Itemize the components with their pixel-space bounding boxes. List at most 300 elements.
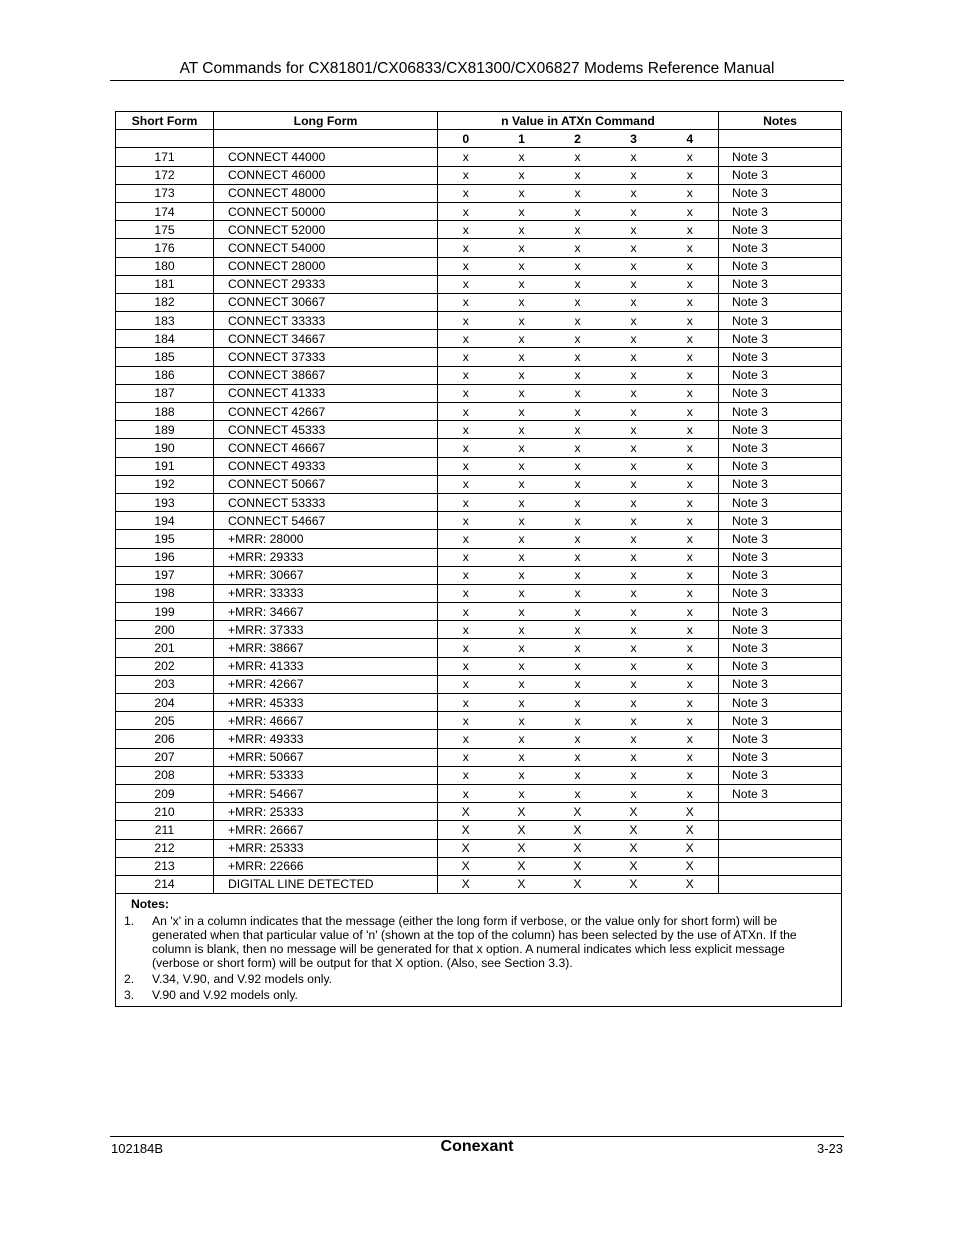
notes-cell: Note 3 <box>719 566 842 584</box>
short-form-cell: 176 <box>116 239 214 257</box>
n-value-cell: x <box>494 566 550 584</box>
n-value-cell: x <box>606 639 662 657</box>
n-value-header: n Value in ATXn Command <box>438 112 719 130</box>
table-row <box>116 184 842 202</box>
table-row <box>116 839 842 857</box>
n-value-cell: x <box>438 530 494 548</box>
short-form-cell: 189 <box>116 421 214 439</box>
n-value-cell: x <box>494 621 550 639</box>
n-value-cell: x <box>438 293 494 311</box>
n-value-cell: x <box>438 766 494 784</box>
n-value-cell: x <box>438 348 494 366</box>
short-form-cell: 190 <box>116 439 214 457</box>
n-value-cell: x <box>494 675 550 693</box>
n-value-cell: x <box>662 403 719 421</box>
notes-cell: Note 3 <box>719 239 842 257</box>
n-value-cell: x <box>662 584 719 602</box>
n-value-cell: x <box>662 766 719 784</box>
notes-cell: Note 3 <box>719 694 842 712</box>
n-value-cell: X <box>606 821 662 839</box>
n-value-cell: x <box>494 657 550 675</box>
table-row <box>116 512 842 530</box>
notes-section <box>116 894 842 1007</box>
notes-cell: Note 3 <box>719 730 842 748</box>
long-form-cell: +MRR: 26667 <box>214 821 438 839</box>
long-form-subheader <box>214 130 438 148</box>
short-form-cell: 194 <box>116 512 214 530</box>
n-value-cell: x <box>494 421 550 439</box>
short-form-cell: 175 <box>116 221 214 239</box>
long-form-cell: +MRR: 49333 <box>214 730 438 748</box>
notes-cell: Note 3 <box>719 639 842 657</box>
notes-cell: Note 3 <box>719 766 842 784</box>
n-value-cell: x <box>550 694 606 712</box>
short-form-cell: 174 <box>116 202 214 220</box>
n-value-cell: x <box>494 784 550 802</box>
n-value-cell: x <box>606 257 662 275</box>
footer-divider <box>110 1136 844 1137</box>
long-form-cell: +MRR: 41333 <box>214 657 438 675</box>
short-form-cell: 201 <box>116 639 214 657</box>
notes-cell: Note 3 <box>719 784 842 802</box>
n-value-cell: x <box>550 312 606 330</box>
short-form-cell: 209 <box>116 784 214 802</box>
table-row <box>116 694 842 712</box>
long-form-cell: CONNECT 37333 <box>214 348 438 366</box>
n-value-cell: x <box>606 730 662 748</box>
n-value-cell: x <box>550 348 606 366</box>
n-value-cell: x <box>494 603 550 621</box>
n-value-cell: x <box>494 403 550 421</box>
table-row <box>116 221 842 239</box>
n-value-cell: x <box>550 603 606 621</box>
n-value-cell: x <box>438 548 494 566</box>
n-value-cell: x <box>662 312 719 330</box>
n-column-header: 1 <box>494 130 550 148</box>
n-value-cell: x <box>662 221 719 239</box>
note-item <box>124 914 833 970</box>
notes-subheader <box>719 130 842 148</box>
short-form-cell: 205 <box>116 712 214 730</box>
long-form-cell: CONNECT 54667 <box>214 512 438 530</box>
notes-cell: Note 3 <box>719 166 842 184</box>
n-value-cell: x <box>550 566 606 584</box>
n-value-cell: x <box>494 184 550 202</box>
table-row <box>116 639 842 657</box>
n-value-cell: x <box>662 694 719 712</box>
n-value-cell: x <box>550 548 606 566</box>
n-value-cell: x <box>550 730 606 748</box>
n-value-cell: x <box>606 457 662 475</box>
table-row <box>116 803 842 821</box>
n-value-cell: X <box>662 803 719 821</box>
short-form-cell: 171 <box>116 148 214 166</box>
table-row <box>116 784 842 802</box>
n-value-cell: x <box>438 312 494 330</box>
n-value-cell: X <box>662 839 719 857</box>
n-value-cell: x <box>438 584 494 602</box>
n-value-cell: X <box>662 857 719 875</box>
table-row <box>116 312 842 330</box>
table-row <box>116 275 842 293</box>
n-value-cell: x <box>550 784 606 802</box>
n-value-cell: x <box>550 275 606 293</box>
n-value-cell: x <box>494 257 550 275</box>
n-value-cell: x <box>550 384 606 402</box>
table-row <box>116 730 842 748</box>
n-value-cell: x <box>438 730 494 748</box>
n-value-cell: x <box>494 330 550 348</box>
note-number: 2. <box>124 972 135 987</box>
n-value-cell: X <box>606 857 662 875</box>
table-row <box>116 821 842 839</box>
n-value-cell: x <box>550 584 606 602</box>
long-form-cell: +MRR: 50667 <box>214 748 438 766</box>
n-value-cell: X <box>494 803 550 821</box>
document-number: 102184B <box>111 1141 164 1156</box>
n-value-cell: x <box>606 221 662 239</box>
n-value-cell: x <box>606 348 662 366</box>
n-column-header: 0 <box>438 130 494 148</box>
notes-cell: Note 3 <box>719 257 842 275</box>
n-value-cell: x <box>494 548 550 566</box>
long-form-cell: CONNECT 53333 <box>214 493 438 511</box>
long-form-cell: +MRR: 30667 <box>214 566 438 584</box>
table-row <box>116 530 842 548</box>
n-value-cell: x <box>662 275 719 293</box>
short-form-cell: 183 <box>116 312 214 330</box>
long-form-cell: +MRR: 25333 <box>214 803 438 821</box>
table-row <box>116 293 842 311</box>
notes-cell: Note 3 <box>719 421 842 439</box>
table-body <box>116 148 842 894</box>
n-value-cell: X <box>494 857 550 875</box>
notes-cell: Note 3 <box>719 439 842 457</box>
n-value-cell: x <box>550 202 606 220</box>
table-row <box>116 584 842 602</box>
n-value-cell: x <box>606 548 662 566</box>
table-row <box>116 766 842 784</box>
n-value-cell: x <box>550 457 606 475</box>
n-value-cell: x <box>662 603 719 621</box>
n-value-cell: x <box>438 675 494 693</box>
n-value-cell: x <box>606 657 662 675</box>
n-value-cell: x <box>550 493 606 511</box>
n-value-cell: x <box>550 148 606 166</box>
notes-cell: Note 3 <box>719 584 842 602</box>
n-value-cell: x <box>606 439 662 457</box>
n-value-cell: x <box>662 184 719 202</box>
table-row <box>116 166 842 184</box>
notes-cell <box>719 839 842 857</box>
table-row <box>116 348 842 366</box>
long-form-cell: CONNECT 44000 <box>214 148 438 166</box>
notes-cell <box>719 857 842 875</box>
n-value-cell: x <box>662 730 719 748</box>
short-form-cell: 207 <box>116 748 214 766</box>
n-value-cell: x <box>606 330 662 348</box>
short-form-cell: 191 <box>116 457 214 475</box>
n-value-cell: x <box>438 712 494 730</box>
long-form-cell: CONNECT 38667 <box>214 366 438 384</box>
long-form-cell: CONNECT 50000 <box>214 202 438 220</box>
notes-cell: Note 3 <box>719 457 842 475</box>
notes-cell: Note 3 <box>719 348 842 366</box>
table-header-row <box>116 112 842 130</box>
n-value-cell: x <box>662 639 719 657</box>
n-value-cell: X <box>494 875 550 893</box>
n-column-header: 3 <box>606 130 662 148</box>
n-value-cell: x <box>438 384 494 402</box>
long-form-cell: DIGITAL LINE DETECTED <box>214 875 438 893</box>
long-form-cell: +MRR: 29333 <box>214 548 438 566</box>
n-value-cell: X <box>438 875 494 893</box>
n-value-cell: x <box>606 475 662 493</box>
n-value-cell: x <box>438 566 494 584</box>
n-value-cell: x <box>438 748 494 766</box>
n-value-cell: x <box>662 148 719 166</box>
short-form-cell: 212 <box>116 839 214 857</box>
n-value-cell: x <box>662 366 719 384</box>
n-value-cell: x <box>438 784 494 802</box>
n-value-cell: X <box>438 803 494 821</box>
n-value-cell: X <box>662 821 719 839</box>
n-value-cell: x <box>550 403 606 421</box>
n-value-cell: x <box>662 330 719 348</box>
short-form-cell: 186 <box>116 366 214 384</box>
notes-cell: Note 3 <box>719 675 842 693</box>
n-value-cell: x <box>494 166 550 184</box>
short-form-cell: 214 <box>116 875 214 893</box>
n-value-cell: x <box>606 512 662 530</box>
n-value-cell: x <box>606 748 662 766</box>
notes-cell: Note 3 <box>719 275 842 293</box>
short-form-cell: 181 <box>116 275 214 293</box>
n-value-cell: x <box>606 784 662 802</box>
long-form-cell: CONNECT 54000 <box>214 239 438 257</box>
n-value-cell: x <box>438 457 494 475</box>
n-value-cell: x <box>494 348 550 366</box>
n-value-cell: x <box>438 221 494 239</box>
n-value-cell: x <box>662 530 719 548</box>
notes-cell: Note 3 <box>719 621 842 639</box>
note-text: V.90 and V.92 models only. <box>152 988 298 1003</box>
table-row <box>116 621 842 639</box>
n-value-cell: x <box>438 475 494 493</box>
n-value-cell: X <box>438 839 494 857</box>
table-row <box>116 421 842 439</box>
n-value-cell: X <box>438 857 494 875</box>
table-row <box>116 148 842 166</box>
note-item <box>124 972 833 986</box>
short-form-cell: 198 <box>116 584 214 602</box>
long-form-cell: +MRR: 45333 <box>214 694 438 712</box>
n-value-cell: x <box>662 566 719 584</box>
n-value-cell: x <box>438 493 494 511</box>
company-name: Conexant <box>440 1138 514 1155</box>
short-form-cell: 184 <box>116 330 214 348</box>
notes-cell: Note 3 <box>719 475 842 493</box>
long-form-cell: CONNECT 50667 <box>214 475 438 493</box>
n-value-cell: x <box>550 184 606 202</box>
notes-cell: Note 3 <box>719 330 842 348</box>
note-text: V.34, V.90, and V.92 models only. <box>152 972 333 987</box>
n-value-cell: x <box>606 202 662 220</box>
n-value-cell: x <box>662 748 719 766</box>
n-value-cell: x <box>662 512 719 530</box>
n-value-cell: X <box>550 803 606 821</box>
table-row <box>116 566 842 584</box>
notes-title: Notes: <box>131 897 169 912</box>
header-divider <box>110 80 844 81</box>
n-value-cell: x <box>662 657 719 675</box>
notes-cell <box>719 803 842 821</box>
long-form-cell: +MRR: 34667 <box>214 603 438 621</box>
n-value-cell: x <box>550 221 606 239</box>
short-form-cell: 193 <box>116 493 214 511</box>
n-value-cell: x <box>606 493 662 511</box>
notes-cell: Note 3 <box>719 293 842 311</box>
n-value-cell: x <box>606 566 662 584</box>
n-value-cell: X <box>662 875 719 893</box>
short-form-cell: 204 <box>116 694 214 712</box>
long-form-cell: +MRR: 28000 <box>214 530 438 548</box>
n-value-cell: x <box>662 348 719 366</box>
short-form-cell: 195 <box>116 530 214 548</box>
n-value-cell: x <box>438 657 494 675</box>
n-value-cell: x <box>494 148 550 166</box>
n-value-cell: X <box>438 821 494 839</box>
table-row <box>116 330 842 348</box>
long-form-cell: CONNECT 46667 <box>214 439 438 457</box>
n-value-cell: x <box>606 584 662 602</box>
notes-cell: Note 3 <box>719 748 842 766</box>
n-value-cell: x <box>438 184 494 202</box>
short-form-cell: 213 <box>116 857 214 875</box>
notes-cell: Note 3 <box>719 221 842 239</box>
table-row <box>116 603 842 621</box>
n-value-cell: x <box>662 239 719 257</box>
short-form-cell: 202 <box>116 657 214 675</box>
n-value-cell: x <box>606 384 662 402</box>
n-value-cell: X <box>550 857 606 875</box>
table-row <box>116 457 842 475</box>
n-value-cell: x <box>606 421 662 439</box>
n-value-cell: x <box>494 439 550 457</box>
short-form-cell: 192 <box>116 475 214 493</box>
short-form-cell: 206 <box>116 730 214 748</box>
notes-cell: Note 3 <box>719 403 842 421</box>
notes-cell: Note 3 <box>719 530 842 548</box>
n-value-cell: x <box>662 293 719 311</box>
n-value-cell: x <box>606 403 662 421</box>
long-form-cell: +MRR: 25333 <box>214 839 438 857</box>
n-value-cell: x <box>438 512 494 530</box>
n-value-cell: x <box>494 730 550 748</box>
short-form-cell: 173 <box>116 184 214 202</box>
n-value-cell: x <box>494 584 550 602</box>
n-value-cell: x <box>494 493 550 511</box>
n-value-cell: x <box>662 166 719 184</box>
n-value-cell: x <box>550 421 606 439</box>
table-row <box>116 366 842 384</box>
long-form-cell: CONNECT 46000 <box>214 166 438 184</box>
n-value-cell: x <box>606 293 662 311</box>
n-value-cell: x <box>662 784 719 802</box>
table-row <box>116 202 842 220</box>
n-value-cell: x <box>550 675 606 693</box>
short-form-cell: 208 <box>116 766 214 784</box>
notes-row <box>116 894 842 1007</box>
table-row <box>116 384 842 402</box>
result-codes-table <box>115 111 842 1007</box>
short-form-cell: 203 <box>116 675 214 693</box>
n-value-cell: x <box>494 639 550 657</box>
long-form-cell: CONNECT 41333 <box>214 384 438 402</box>
long-form-cell: +MRR: 46667 <box>214 712 438 730</box>
n-value-cell: x <box>550 475 606 493</box>
n-value-cell: x <box>438 330 494 348</box>
table-row <box>116 548 842 566</box>
n-value-cell: x <box>438 621 494 639</box>
n-value-cell: x <box>494 712 550 730</box>
notes-cell <box>719 821 842 839</box>
short-form-cell: 210 <box>116 803 214 821</box>
long-form-cell: +MRR: 38667 <box>214 639 438 657</box>
n-value-cell: x <box>438 694 494 712</box>
long-form-cell: +MRR: 33333 <box>214 584 438 602</box>
long-form-cell: CONNECT 34667 <box>214 330 438 348</box>
n-value-cell: x <box>438 603 494 621</box>
n-value-cell: x <box>438 439 494 457</box>
notes-cell: Note 3 <box>719 366 842 384</box>
n-value-cell: x <box>662 675 719 693</box>
short-form-cell: 200 <box>116 621 214 639</box>
n-value-cell: X <box>494 821 550 839</box>
n-value-cell: X <box>606 803 662 821</box>
n-value-cell: x <box>662 457 719 475</box>
n-value-cell: X <box>550 821 606 839</box>
n-value-cell: x <box>494 221 550 239</box>
n-value-cell: x <box>550 530 606 548</box>
n-value-cell: x <box>550 166 606 184</box>
page-header-title: AT Commands for CX81801/CX06833/CX81300/CX06827 Modems Reference Manual <box>179 60 775 77</box>
n-value-cell: x <box>438 275 494 293</box>
n-value-cell: x <box>662 548 719 566</box>
n-value-cell: x <box>550 657 606 675</box>
long-form-cell: CONNECT 29333 <box>214 275 438 293</box>
notes-cell: Note 3 <box>719 712 842 730</box>
n-value-cell: X <box>494 839 550 857</box>
n-value-cell: x <box>550 330 606 348</box>
n-value-cell: x <box>606 530 662 548</box>
n-value-cell: x <box>550 293 606 311</box>
n-value-cell: x <box>438 639 494 657</box>
notes-cell: Note 3 <box>719 603 842 621</box>
long-form-cell: +MRR: 42667 <box>214 675 438 693</box>
note-text: An 'x' in a column indicates that the message (either the long form if verbose, or the value only for short form) will be generated when that particular value of 'n' (shown at the top of the column) has been selected by the use of ATXn. If the column is blank, then no message will be generated for that x option. A numeral indicates which less explicit message (verbose or short form) will be output for that X option. (Also, see Section 3.3). <box>152 914 797 971</box>
n-value-cell: x <box>606 366 662 384</box>
n-value-cell: x <box>494 384 550 402</box>
n-value-cell: x <box>606 148 662 166</box>
notes-cell: Note 3 <box>719 312 842 330</box>
n-value-cell: x <box>662 257 719 275</box>
short-form-header: Short Form <box>116 112 214 130</box>
n-value-cell: x <box>438 148 494 166</box>
n-value-cell: x <box>494 748 550 766</box>
n-value-cell: x <box>606 766 662 784</box>
note-item <box>124 988 833 1002</box>
